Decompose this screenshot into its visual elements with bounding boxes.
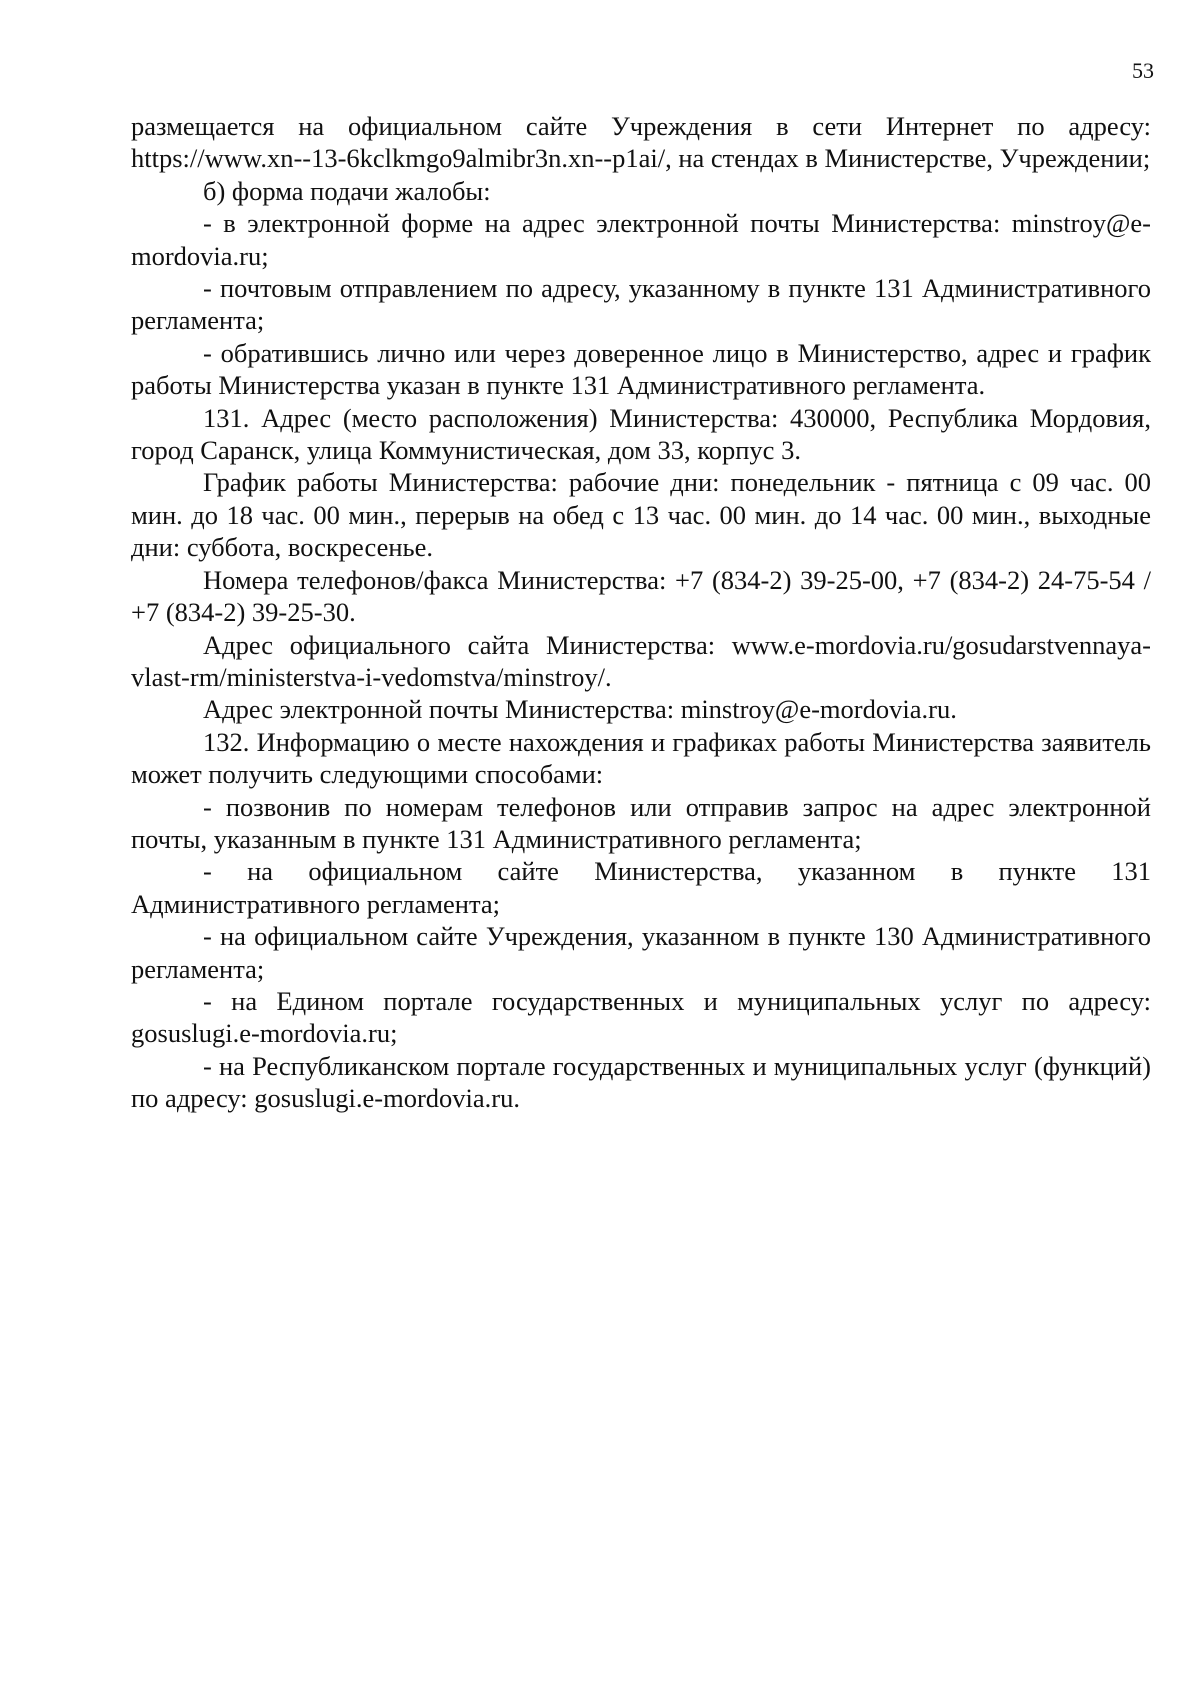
paragraph-8: Номера телефонов/факса Министерства: +7 (834-2) 39-25-00, +7 (834-2) 24-75-54 / +7 (834-2) 39-25-30. xyxy=(131,564,1151,628)
paragraph-15: - на Едином портале государственных и муниципальных услуг по адресу: gosuslugi.e-mordovia.ru; xyxy=(131,985,1151,1049)
paragraph-5: - обратившись лично или через доверенное лицо в Министерство, адрес и график работы Министерства указан в пункте 131 Административного регламента. xyxy=(131,337,1151,401)
paragraph-4: - почтовым отправлением по адресу, указанному в пункте 131 Административного регламента; xyxy=(131,273,1151,336)
paragraph-12: - позвонив по номерам телефонов или отправив запрос на адрес электронной почты, указанным в пункте 131 Административного регламента; xyxy=(131,791,1151,854)
paragraph-2: б) форма подачи жалобы: xyxy=(203,175,491,206)
page-number: 53 xyxy=(1132,58,1154,83)
paragraph-9: Адрес официального сайта Министерства: www.e-mordovia.ru/gosudarstvennaya-vlast-rm/ministerstva-i-vedomstva/minstroy/. xyxy=(131,629,1151,692)
paragraph-14: - на официальном сайте Учреждения, указанном в пункте 130 Административного регламента; xyxy=(131,921,1151,984)
paragraph-16: - на Республиканском портале государственных и муниципальных услуг (функций) по адресу: gosuslugi.e-mordovia.ru. xyxy=(131,1050,1151,1114)
paragraph-6: 131. Адрес (место расположения) Министерства: 430000, Республика Мордовия, город Саранск, улица Коммунистическая, дом 33, корпус 3. xyxy=(131,402,1151,466)
paragraph-1: размещается на официальном сайте Учреждения в сети Интернет по адресу: https://www.xn--13-6kclkmgo9almibr3n.xn--p1ai/, на стендах в Министерстве, Учреждении; xyxy=(131,111,1151,174)
paragraph-7: График работы Министерства: рабочие дни: понедельник - пятница с 09 час. 00 мин. до 18 час. 00 мин., перерыв на обед с 13 час. 00 мин. до 14 час. 00 мин., выходные дни: суббота, воскресенье. xyxy=(131,467,1151,563)
document-body xyxy=(131,110,1151,1115)
paragraph-3: - в электронной форме на адрес электронной почты Министерства: minstroy@e-mordovia.ru; xyxy=(131,208,1151,271)
paragraph-13: - на официальном сайте Министерства, указанном в пункте 131 Административного регламента; xyxy=(131,856,1151,919)
paragraph-10: Адрес электронной почты Министерства: minstroy@e-mordovia.ru. xyxy=(203,694,957,725)
paragraph-11: 132. Информацию о месте нахождения и графиках работы Министерства заявитель может получить следующими способами: xyxy=(131,726,1151,790)
